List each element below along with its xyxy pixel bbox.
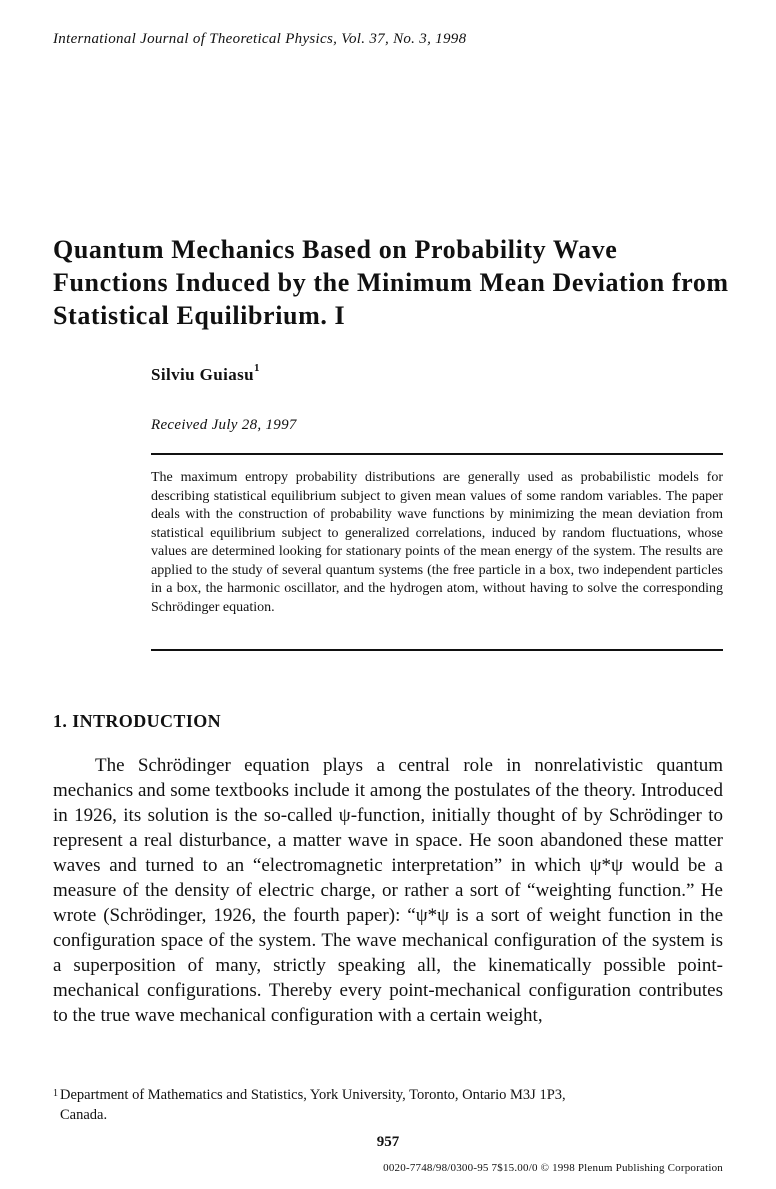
received-date: Received July 28, 1997 (151, 417, 297, 433)
footnote-text-line2: Canada. (60, 1107, 108, 1123)
author-footnote-mark: 1 (254, 362, 260, 374)
footnote-text-line1: Department of Mathematics and Statistics, York University, Toronto, Ontario M3J 1P3, (60, 1087, 566, 1103)
author-line (151, 362, 260, 385)
section-heading: 1. INTRODUCTION (53, 711, 222, 731)
footnote (53, 1085, 723, 1125)
page-number: 957 (376, 1134, 400, 1150)
abstract-bottom-rule (151, 649, 723, 651)
intro-paragraph: The Schrödinger equation plays a central role in nonrelativistic quantum mechanics and some textbooks include it among the postulates of the theory. Introduced in 1926, its solution is the so-called ψ-function, initially thought of by Schrödinger to represent a real disturbance, a matter wave in space. He soon abandoned these matter waves and turned to an “electromagnetic interpretation” in which ψ*ψ would be a measure of the density of electric charge, or rather a sort of “weighting function.” He wrote (Schrödinger, 1926, the fourth paper): “ψ*ψ is a sort of weight function in the configuration space of the system. The wave mechanical configuration of the system is a superposition of many, strictly speaking all, the kinematically possible point-mechanical configurations. Thereby every point-mechanical configuration contributes to the true wave mechanical configuration with a certain weight, (53, 755, 723, 1026)
article-title: Quantum Mechanics Based on Probability Wave Functions Induced by the Minimum Mean Deviation from Statistical Equilibrium. I (53, 235, 729, 330)
abstract-top-rule (151, 453, 723, 455)
author-name: Silviu Guiasu (151, 365, 254, 384)
journal-header: International Journal of Theoretical Physics, Vol. 37, No. 3, 1998 (53, 31, 467, 47)
abstract: The maximum entropy probability distributions are generally used as probabilistic models for describing statistical equilibrium subject to given mean values of some random variables. The paper deals with the construction of probability wave functions by minimizing the mean deviation from statistical equilibrium subject to generalized correlations, induced by random fluctuations, whose values are determined looking for stationary points of the mean energy of the system. The results are applied to the study of several quantum systems (the free particle in a box, two independent particles in a box, the harmonic oscillator, and the hydrogen atom, without having to solve the corresponding Schrödinger equation. (151, 470, 723, 615)
footnote-mark: 1 (53, 1088, 58, 1099)
copyright-line: 0020-7748/98/0300-95 7$15.00/0 © 1998 Plenum Publishing Corporation (383, 1162, 723, 1174)
